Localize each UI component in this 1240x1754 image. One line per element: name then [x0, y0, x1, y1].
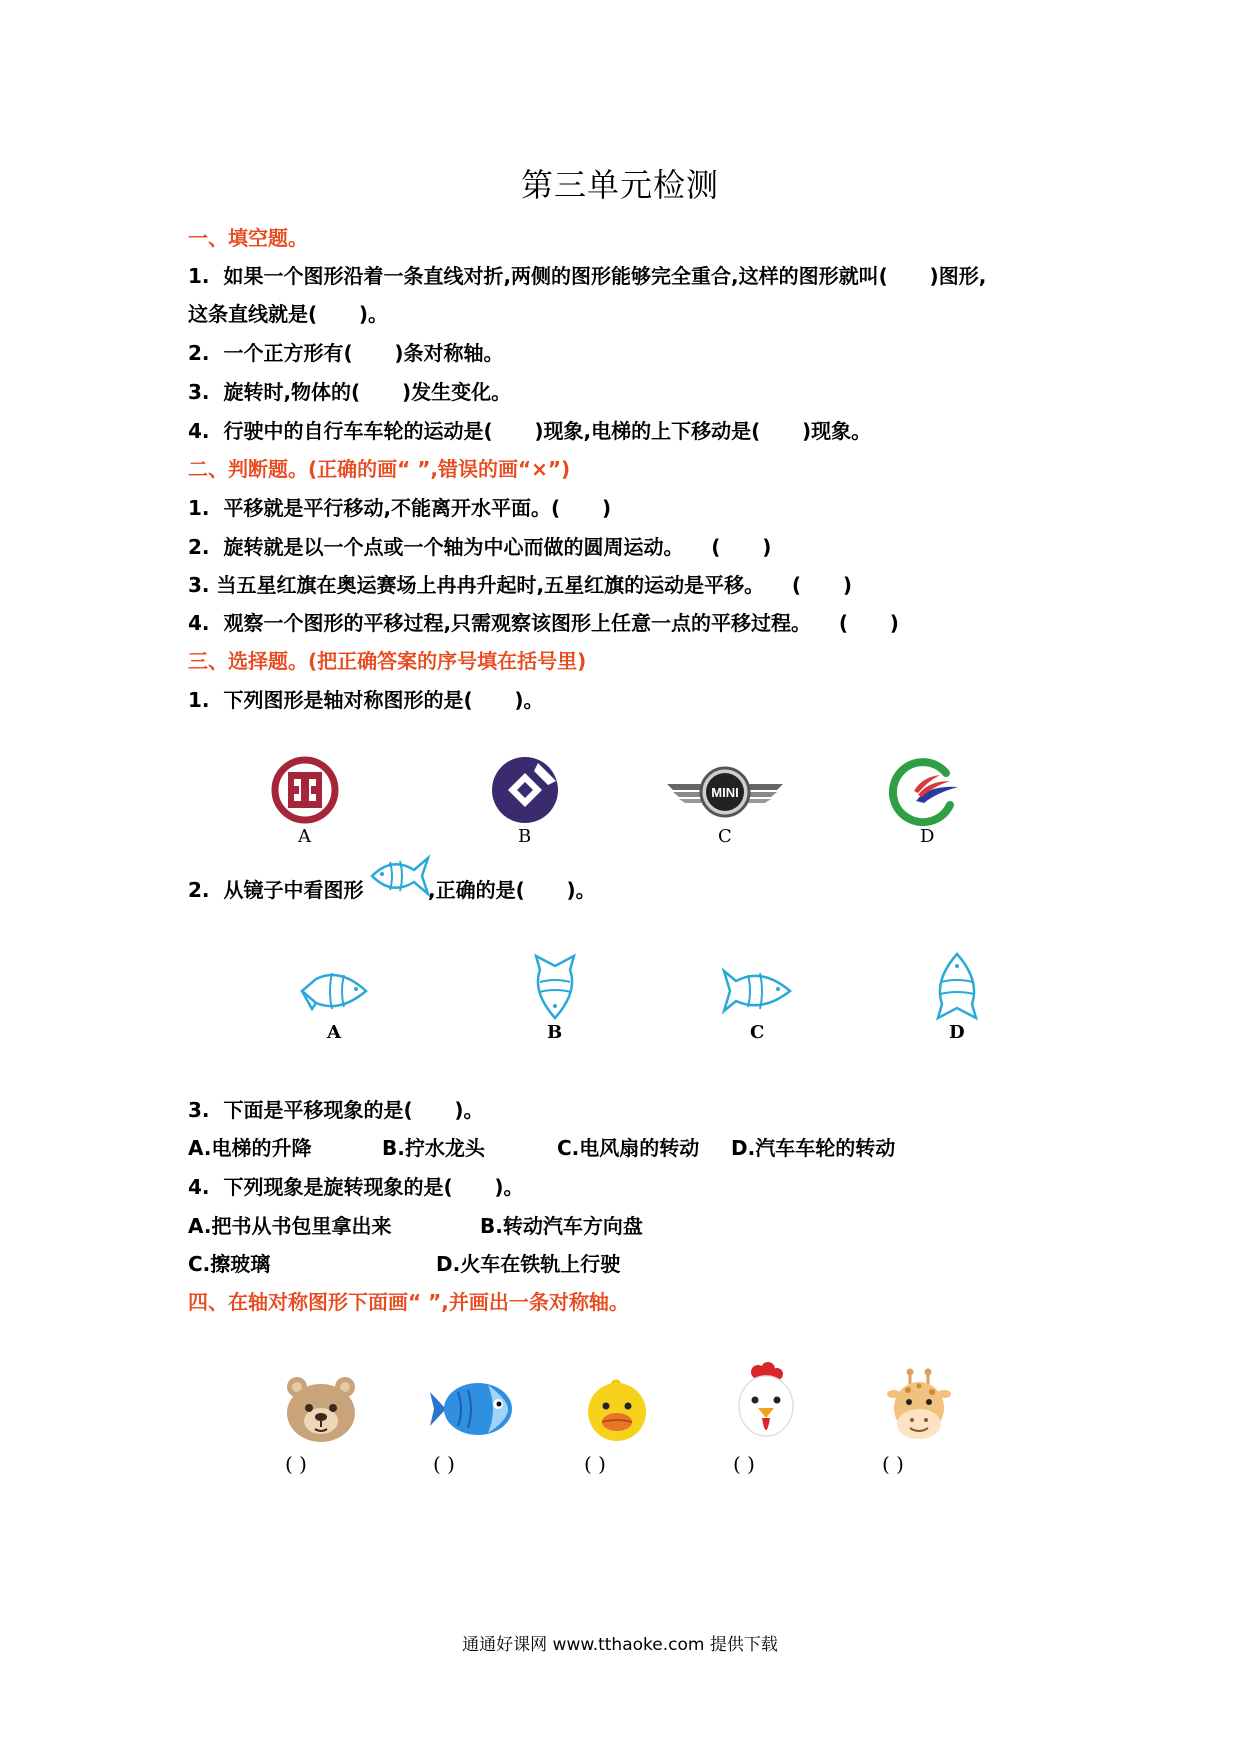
s3-q2-suffix: ,正确的是( )。	[428, 878, 596, 902]
fish-option-c-label: C	[750, 1022, 765, 1043]
section-2-heading: 二、判断题。(正确的画“ ”,错误的画“×”)	[188, 457, 571, 481]
paren-duck: ( )	[584, 1452, 606, 1476]
s3-q4-option-b: B.转动汽车方向盘	[480, 1214, 643, 1238]
logo-c-label: C	[718, 826, 732, 847]
fish-option-a-label: A	[327, 1022, 341, 1043]
section-3-heading: 三、选择题。(把正确答案的序号填在括号里)	[188, 649, 587, 673]
section-4-heading: 四、在轴对称图形下面画“ ”,并画出一条对称轴。	[188, 1290, 629, 1314]
s3-q3-option-a: A.电梯的升降	[188, 1136, 312, 1160]
footer-text: 通通好课网 www.tthaoke.com 提供下载	[462, 1635, 778, 1655]
paren-rooster: ( )	[733, 1452, 755, 1476]
logo-b-icon	[490, 755, 560, 825]
s1-q2: 2. 一个正方形有( )条对称轴。	[188, 341, 504, 365]
s1-q1-line2: 这条直线就是( )。	[188, 302, 389, 326]
s3-q4-option-a: A.把书从书包里拿出来	[188, 1214, 392, 1238]
logo-d-label: D	[920, 826, 935, 847]
s2-q2: 2. 旋转就是以一个点或一个轴为中心而做的圆周运动。 ( )	[188, 535, 772, 559]
paren-bear: ( )	[285, 1452, 307, 1476]
rooster-icon	[736, 1362, 796, 1448]
fish-icon	[428, 1380, 514, 1438]
fish-option-c-icon	[722, 965, 792, 1015]
s3-q2-prefix: 2. 从镜子中看图形	[188, 878, 364, 902]
paren-giraffe: ( )	[882, 1452, 904, 1476]
fish-option-a-icon	[300, 965, 370, 1015]
fish-option-b-icon	[530, 954, 580, 1020]
fish-option-d-label: D	[949, 1022, 965, 1043]
s3-q4-option-c: C.擦玻璃	[188, 1252, 271, 1276]
fish-option-b-label: B	[547, 1022, 563, 1043]
logo-c-text: MINI	[711, 785, 739, 800]
giraffe-icon	[886, 1368, 952, 1450]
logo-d-icon	[888, 755, 963, 825]
fish-option-d-icon	[932, 952, 982, 1020]
s1-q3: 3. 旋转时,物体的( )发生变化。	[188, 380, 512, 404]
logo-c-icon	[665, 762, 785, 822]
s1-q4: 4. 行驶中的自行车车轮的运动是( )现象,电梯的上下移动是( )现象。	[188, 419, 872, 443]
logo-b-label: B	[518, 826, 532, 847]
logo-a-label: A	[298, 826, 311, 847]
s3-q3-option-d: D.汽车车轮的转动	[731, 1136, 896, 1160]
page-title: 第三单元检测	[520, 166, 719, 204]
s1-q1-line1: 1. 如果一个图形沿着一条直线对折,两侧的图形能够完全重合,这样的图形就叫( )图形,	[188, 264, 987, 288]
logo-a-icon	[270, 755, 340, 825]
paren-fish: ( )	[433, 1452, 455, 1476]
section-1-heading: 一、填空题。	[188, 226, 308, 250]
s3-q3-option-c: C.电风扇的转动	[557, 1136, 700, 1160]
s3-q4-option-d: D.火车在铁轨上行驶	[436, 1252, 621, 1276]
s3-q3-option-b: B.拧水龙头	[382, 1136, 485, 1160]
mirror-fish-icon	[370, 854, 430, 898]
s2-q1: 1. 平移就是平行移动,不能离开水平面。( )	[188, 496, 612, 520]
duck-icon	[586, 1378, 648, 1442]
s3-q3: 3. 下面是平移现象的是( )。	[188, 1098, 484, 1122]
s2-q3: 3. 当五星红旗在奥运赛场上冉冉升起时,五星红旗的运动是平移。 ( )	[188, 573, 852, 597]
s2-q4: 4. 观察一个图形的平移过程,只需观察该图形上任意一点的平移过程。 ( )	[188, 611, 899, 635]
s3-q1: 1. 下列图形是轴对称图形的是( )。	[188, 688, 544, 712]
bear-icon	[285, 1375, 357, 1443]
s3-q4: 4. 下列现象是旋转现象的是( )。	[188, 1175, 524, 1199]
